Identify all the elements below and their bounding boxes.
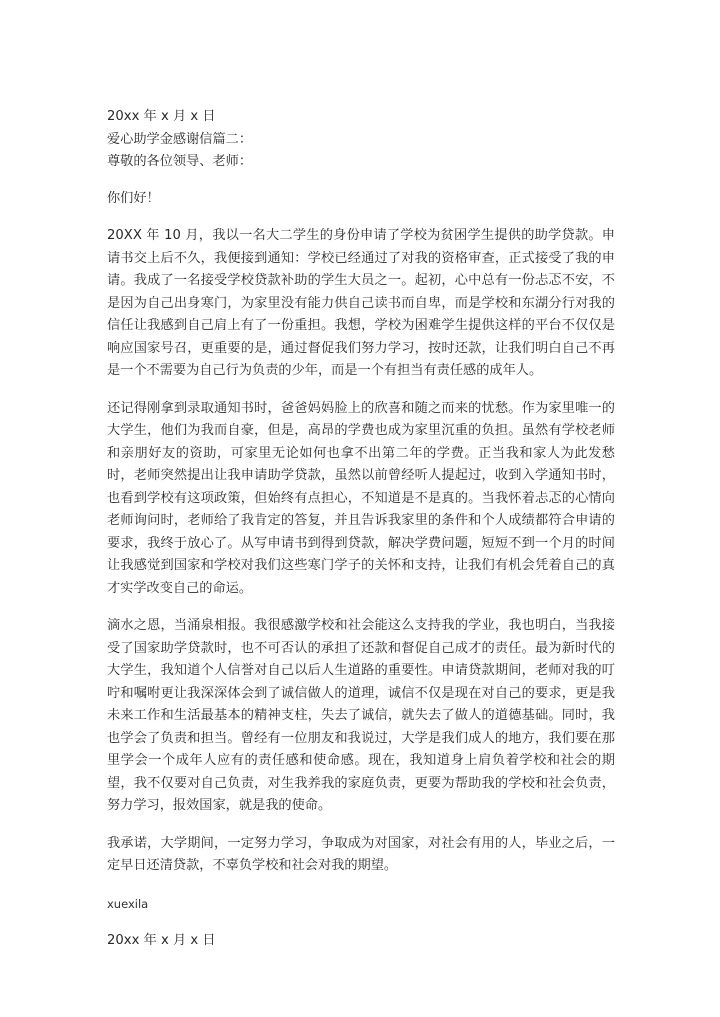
letter-title: 爱心助学金感谢信篇二： — [107, 131, 253, 147]
letter-document — [107, 106, 615, 953]
letter-paragraph-2: 还记得刚拿到录取通知书时，爸爸妈妈脸上的欣喜和随之而来的忧愁。作为家里唯一的大学生，他们为我而自豪，但是，高昂的学费也成为家里沉重的负担。虽然有学校老师和亲朋好友的资助，可家里无论如何也拿不出第二年的学费。正当我和家人为此发愁时，老师突然提出让我申请助学贷款，虽然以前曾经听人提起过，收到入学通知书时，也看到学校有这项政策，但始终有点担心，不知道是不是真的。当我怀着忐忑的心情向老师询问时，老师给了我肯定的答复，并且告诉我家里的条件和个人成绩都符合申请的要求，我终于放心了。从写申请书到得到贷款，解决学费问题，短短不到一个月的时间让我感觉到国家和学校对我们这些寒门学子的关怀和支持，让我们有机会凭着自己的真才实学改变自己的命运。 — [107, 400, 615, 596]
letter-signature-name: xuexila — [107, 896, 149, 911]
letter-paragraph-1: 20XX 年 10 月，我以一名大二学生的身份申请了学校为贫困学生提供的助学贷款。申请书交上后不久，我便接到通知：学校已经通过了对我的资格审查，正式接受了我的申请。我成了一名接受学校贷款补助的学生大员之一。起初，心中总有一份忐忑不安，不是因为自己出身寒门，为家里没有能力供自己读书而自卑，而是学校和东湖分行对我的信任让我感到自己肩上有了一份重担。我想，学校为困难学生提供这样的平台不仅仅是响应国家号召，更重要的是，通过督促我们努力学习，按时还款，让我们明白自己不再是一个不需要为自己行为负责的少年，而是一个有担当有责任感的成年人。 — [107, 228, 615, 378]
letter-date-bottom: 20xx 年 x 月 x 日 — [107, 933, 216, 948]
letter-greeting: 你们好！ — [107, 190, 160, 206]
letter-date-top: 20xx 年 x 月 x 日 — [107, 109, 216, 124]
letter-addressee: 尊敬的各位领导、老师： — [107, 154, 253, 169]
letter-paragraph-4: 我承诺，大学期间，一定努力学习，争取成为对国家，对社会有用的人，毕业之后，一定早日还清贷款，不辜负学校和社会对我的期望。 — [107, 835, 615, 873]
letter-paragraph-3: 滴水之恩，当涌泉相报。我很感激学校和社会能这么支持我的学业，我也明白，当我接受了国家助学贷款时，也不可否认的承担了还款和督促自己成才的责任。最为新时代的大学生，我知道个人信誉对自己以后人生道路的重要性。申请贷款期间，老师对我的叮咛和嘱咐更让我深深体会到了诚信做人的道理，诚信不仅是现在对自己的要求，更是我未来工作和生活最基本的精神支柱，失去了诚信，就失去了做人的道德基础。同时，我也学会了负责和担当。曾经有一位朋友和我说过，大学是我们成人的地方，我们要在那里学会一个成年人应有的责任感和使命感。现在，我知道身上肩负着学校和社会的期望，我不仅要对自己负责，对生我养我的家庭负责，更要为帮助我的学校和社会负责，努力学习，报效国家，就是我的使命。 — [107, 618, 615, 813]
